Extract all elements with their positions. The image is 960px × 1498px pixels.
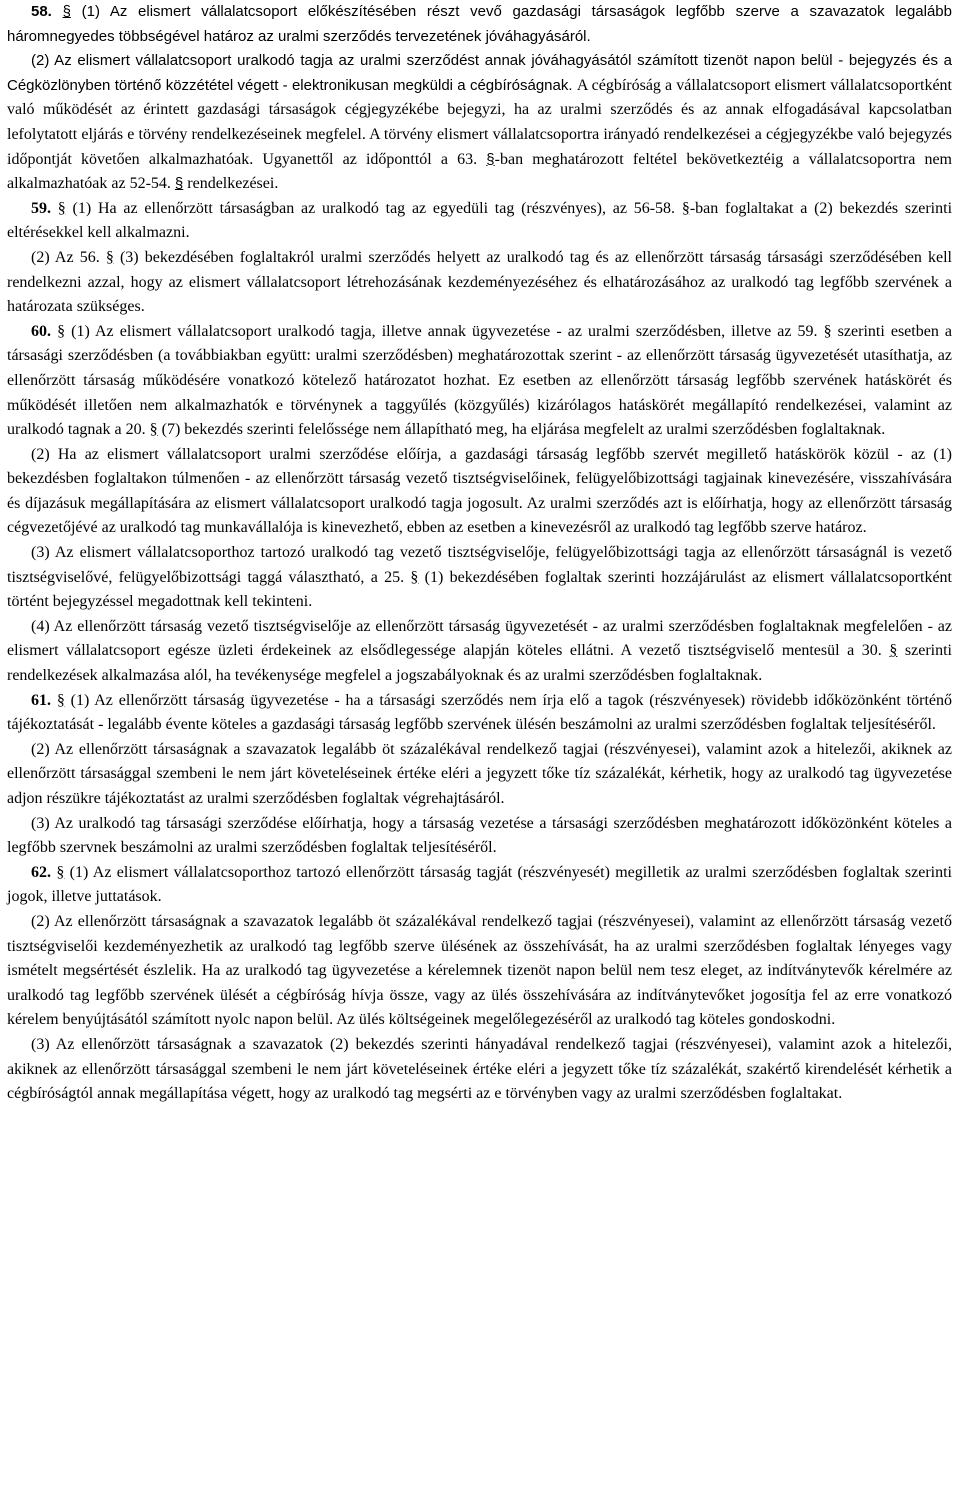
paragraph-text: (1) Ha az ellenőrzött társaságban az uralkodó tag az egyedüli tag (részvényes), az 56-58. (65, 199, 682, 217)
paragraph-text: (2) Az 56. (31, 248, 106, 266)
section-sign-link: § (486, 150, 495, 168)
section-sign-link: § (149, 421, 158, 439)
section-sign-link: § (62, 3, 71, 20)
paragraph-text: (3) bekezdésében foglaltakról uralmi szerződés helyett az uralkodó tag és az ellenőrzött társaság társasági szerződésében kell rendelkezni azzal, hogy az elismert vállalatcsoport létrehozásának kezdeményezéséhez és elhatározásához az uralkodó tag legfőbb szervének a határozata szükséges. (7, 248, 952, 316)
paragraph-text: (2) Az ellenőrzött társaságnak a szavazatok legalább öt százalékával rendelkező tagjai (részvényesei), valamint azok a hitelezői, akiknek az ellenőrzött társasággal szembeni le nem járt követeléseinek értéke eléri a jegyzett tőke tíz százalékát, kérhetik, hogy az uralkodó tag ügyvezetése adjon részükre tájékoztatást az uralmi szerződésben foglaltak végrehajtásáról. (7, 740, 952, 807)
paragraph-text: szerinti esetben a társasági szerződésben (a továbbiakban együtt: uralmi szerződésben) meghatározottak szerint - az ellenőrzött társaság ügyvezetését utasíthatja, az ellenőrzött társaság működésére vonatkozó kötelező határozatot hozhat. Ez esetben az ellenőrzött társaság legfőbb szervének hatáskörét és működését illetően nem alkalmazhatók e törvénynek a taggyűlés (közgyűlés) kizárólagos hatáskörét megállapító rendelkezései, valamint az uralkodó tagnak a 20. (7, 322, 953, 439)
paragraph-text: (3) Az uralkodó tag társasági szerződése előírhatja, hogy a társaság vezetése a társasági szerződésben meghatározott időközönként köteles a legfőbb szervnek beszámolni az uralmi szerződésben foglaltak teljesítéséről. (7, 814, 952, 857)
paragraph-text: -ban meghatározott feltétel bekövetkeztéig a vállalatcsoportra nem alkalmazhatóak az 52-54. (7, 150, 952, 193)
paragraph-text (51, 200, 58, 217)
paragraph-text: A cégbíróság a vállalatcsoport elismert vállalatcsoportként való működését az érintett gazdasági társaságok cégjegyzékébe bejegyzi, ha az uralmi szerződés és az annak elfogadásával kapcsolatban lefolytatott eljárás e törvény rendelkezéseinek megfelel. A törvény elismert vállalatcsoportra irányadó rendelkezései a cégjegyzékbe való bejegyzés időpontját követően alkalmazhatóak. Ugyanettől az időponttól a 63. (7, 76, 952, 168)
paragraph-text: szerinti rendelkezések alkalmazása alól, ha tevékenysége megfelel a jogszabályoknak és az uralmi szerződésben foglaltaknak. (7, 642, 953, 685)
paragraph-text: (3) Az elismert vállalatcsoporthoz tartozó uralkodó tag vezető tisztségviselője, felügyelőbizottsági tagja az ellenőrzött társaságnál is vezető tisztségviselővé, felügyelőbizottsági taggá választható, a 25. (7, 544, 952, 586)
section-sign-link: § (56, 863, 65, 881)
paragraph-text: (2) Az ellenőrzött társaságnak a szavazatok legalább öt százalékával rendelkező tagjai (részvényesei), valamint az ellenőrzött társaság vezető tisztségviselői kezdeményezhetik az uralkodó tag legfőbb szerve ülésének az összehívását, ha az uralmi szerződésben foglaltak lényeges vagy ismételt megsértését észlelik. Ha az uralkodó tag ügyvezetése a kérelemnek tizenöt napon belül nem tesz eleget, az indítványtevők kérelmére az uralkodó tag legfőbb szervének ülését a cégbíróság hívja össze, vagy az ülés összehívására az indítványtevőket jogosítja fel az erre vonatkozó kérelem benyújtásától számított nyolc napon belül. Az ülés költségeinek megelőlegezéséről az uralkodó tag köteles gondoskodni. (7, 912, 952, 1029)
paragraph-p59-1 (7, 197, 952, 246)
paragraph-text: (1) bekezdésében foglaltak szerinti hozzájárulást az elismert vállalatcsoportként történt bejegyzéssel megadottnak kell tekinteni. (7, 568, 953, 611)
paragraph-text: (1) Az ellenőrzött társaság ügyvezetése - ha a társasági szerződés nem írja elő a tagok (részvényesek) rövidebb időközönként történő tájékoztatását - legalább évente köteles a gazdasági társaság legfőbb szervének ülésén beszámolni az uralmi szerződésben foglaltak teljesítéséről. (7, 691, 953, 734)
paragraph-p58-1 (7, 0, 952, 49)
paragraph-p62-1 (7, 861, 952, 910)
section-sign-link: § (57, 322, 66, 340)
section-sign-link: § (174, 175, 184, 193)
paragraph-p59-2 (7, 246, 952, 320)
paragraph-text: (1) Az elismert vállalatcsoport előkészítésében részt vevő gazdasági társaságok legfőbb szerve a szavazatok legalább háromnegyedes többségével határoz az uralmi szerződés tervezetének jóváhagyásáról. (7, 3, 952, 45)
paragraph-text: (3) Az ellenőrzött társaságnak a szavazatok (2) bekezdés szerinti hányadával rendelkező tagjai (részvényesei), valamint azok a hitelezői, akiknek az ellenőrzött társasággal szembeni le nem járt követeléseinek értéke eléri a jegyzett tőke tíz százalékát, szakértő kirendelését kérhetik a cégbíróságtól annak megállapítása végett, hogy az uralkodó tag megsérti az e törvényben vagy az uralmi szerződésben foglaltakat. (7, 1035, 952, 1103)
paragraph-text: (2) Az elismert vállalatcsoport uralkodó tagja az uralmi szerződést annak jóváhagyásától számított tizenöt napon belül - bejegyzés és a Cégközlönyben történő közzététel végett - elektronikusan megküldi a cégbíróságnak. (7, 52, 952, 94)
paragraph-text (52, 3, 63, 20)
section-sign-link: § (681, 199, 690, 217)
paragraph-p60-4 (7, 615, 952, 689)
section-number: 60. (31, 322, 51, 340)
paragraph-p60-3 (7, 541, 952, 615)
section-number: 58. (31, 3, 52, 20)
paragraph-p61-2 (7, 738, 952, 812)
section-sign-link: § (56, 691, 65, 709)
paragraph-p60-1 (7, 320, 952, 443)
paragraph-text: (7) bekezdés szerinti felelőssége nem állapítható meg, ha eljárása megfelelt az uralmi szerződésben foglaltaknak. (157, 421, 886, 439)
section-sign-link: § (823, 322, 832, 340)
paragraph-p60-2 (7, 443, 952, 541)
section-sign-link: § (105, 248, 114, 266)
paragraph-text: (4) Az ellenőrzött társaság vezető tisztségviselője az ellenőrzött társaság ügyvezetését - az uralmi szerződésben foglaltaknak megfelelően - az elismert vállalatcsoport egésze üzleti érdekeinek az elsődlegessége alapján köteles ellátni. A vezető tisztségviselő mentesül a 30. (7, 617, 952, 660)
section-sign-link: § (889, 642, 898, 660)
paragraph-text: (1) Az elismert vállalatcsoport uralkodó tagja, illetve annak ügyvezetése - az uralmi szerződésben, illetve az 59. (65, 322, 824, 340)
paragraph-text: rendelkezései. (183, 175, 279, 193)
paragraph-text: -ban foglaltakat a (2) bekezdés szerinti eltérésekkel kell alkalmazni. (7, 199, 953, 242)
section-number: 59. (31, 199, 51, 217)
section-sign-link: § (410, 568, 419, 586)
paragraph-text: (2) Ha az elismert vállalatcsoport uralmi szerződése előírja, a gazdasági társaság legfőbb szervét megillető hatáskörök közül - az (1) bekezdésben foglaltakon túlmenően - az ellenőrzött társaság vezető tisztségviselőinek, felügyelőbizottsági tagjainak kinevezésére, visszahívására és díjazásuk megállapítására az elismert vállalatcsoport uralkodó tagja jogosult. Az uralmi szerződés azt is előírhatja, hogy az ellenőrzött társaság cégvezetőjévé az uralkodó tag munkavállalója is kinevezhető, ebben az esetben a kinevezésről az uralkodó tag legfőbb szerve határoz. (7, 445, 952, 537)
paragraph-p58-2 (7, 49, 952, 197)
paragraph-p62-3 (7, 1033, 952, 1107)
paragraph-p61-3 (7, 812, 952, 861)
paragraph-text: (1) Az elismert vállalatcsoporthoz tartozó ellenőrzött társaság tagját (részvényesét) megilletik az uralmi szerződésben foglaltak szerinti jogok, illetve juttatások. (7, 863, 953, 906)
section-number: 61. (31, 691, 51, 709)
paragraph-p61-1 (7, 689, 952, 738)
section-number: 62. (31, 863, 51, 881)
section-sign-link: § (57, 199, 66, 217)
paragraph-p62-2 (7, 910, 952, 1033)
